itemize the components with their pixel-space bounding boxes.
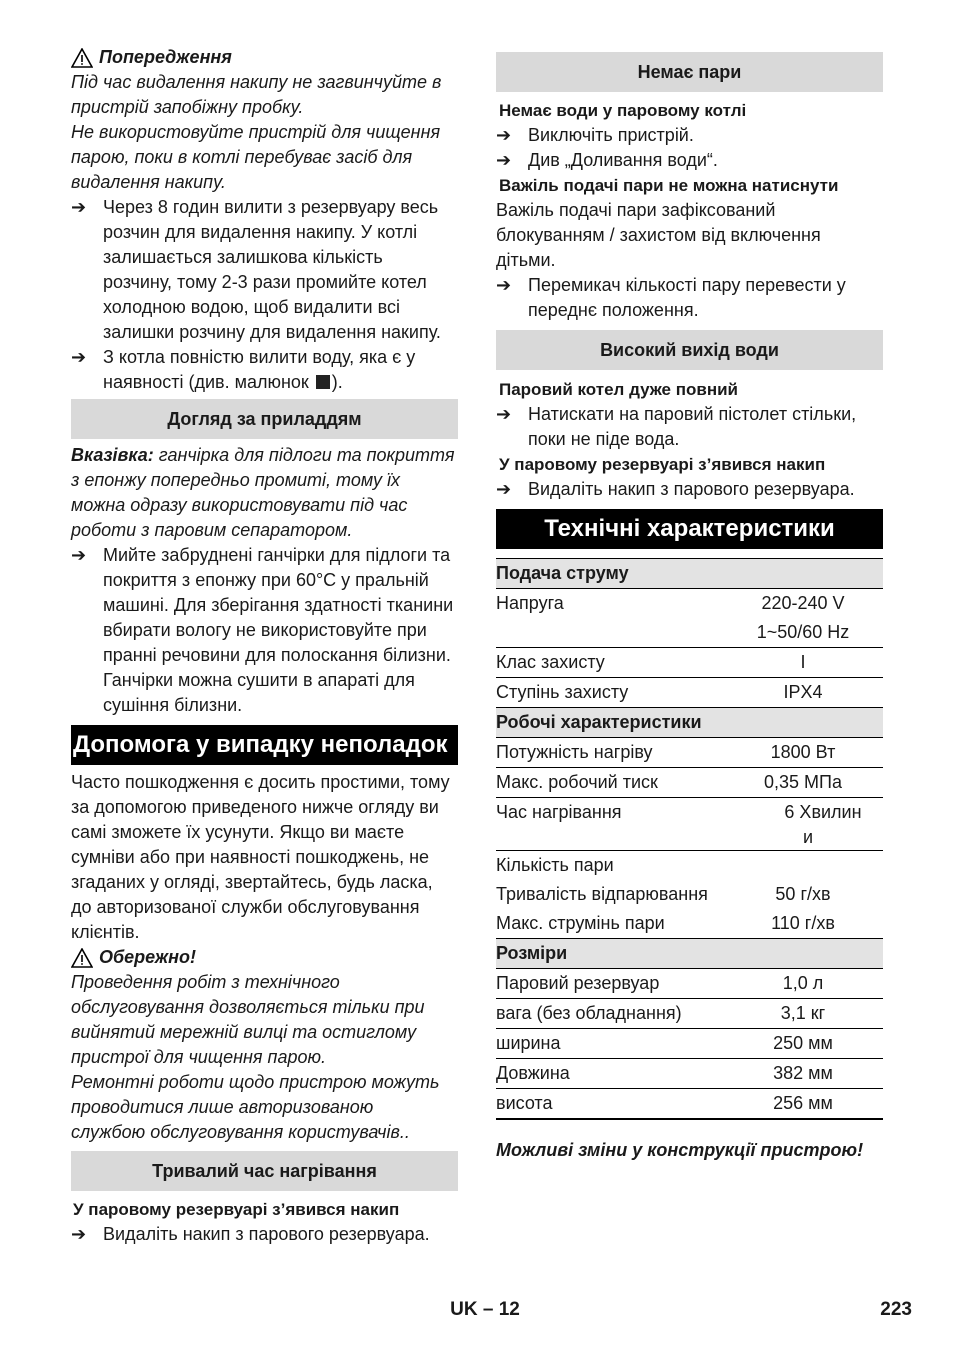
spec-section-label: Розміри (496, 939, 883, 969)
intro-line: сумніви або при наявності пошкоджень, не (71, 847, 430, 867)
right-arrow-icon: ➔ (496, 150, 512, 170)
cause-line: дітьми. (496, 250, 556, 270)
right-arrow-icon: ➔ (71, 545, 87, 565)
spec-value: 110 г/хв (771, 913, 835, 933)
step-item (496, 148, 883, 173)
step-item (71, 1222, 458, 1247)
right-arrow-icon: ➔ (71, 197, 87, 217)
spec-row (496, 1089, 883, 1120)
footer-section-label: UK – 12 (450, 1299, 520, 1320)
caution-line: обслуговування дозволяється тільки при (71, 997, 425, 1017)
spec-row (496, 618, 883, 648)
spec-section-row (496, 939, 883, 969)
section-heading-long-heating: Тривалий час нагрівання (71, 1151, 458, 1191)
intro-line: клієнтів. (71, 922, 140, 942)
step-line: Див „Доливання води“. (528, 150, 718, 170)
spec-value: 220-240 V (723, 589, 883, 619)
right-arrow-icon: ➔ (496, 275, 512, 295)
spec-value: I (723, 648, 883, 678)
page-number: 223 (880, 1299, 912, 1320)
spec-label: ширина (496, 1029, 723, 1059)
step-line: холодною водою, щоб видалити всі (103, 297, 400, 317)
step-line: Через 8 годин вилити з резервуару весь (103, 197, 439, 217)
note-line: з епонжу попередньо промиті, тому їх (71, 470, 400, 490)
spec-value: 0,35 МПа (723, 768, 883, 798)
spec-section-label: Робочі характеристики (496, 708, 883, 738)
step-line: Ганчірки можна сушити в апараті для (103, 670, 415, 690)
spec-label: Макс. робочий тиск (496, 768, 723, 798)
right-arrow-icon: ➔ (496, 404, 512, 424)
spec-value: 1~50/60 Hz (756, 622, 850, 642)
note-line: можна одразу використовувати під час (71, 495, 408, 515)
warning-line: видалення накипу. (71, 172, 226, 192)
warning-triangle-icon (71, 48, 93, 68)
spec-row (496, 678, 883, 708)
spec-label: Ступінь захисту (496, 678, 723, 708)
spec-label: вага (без обладнання) (496, 999, 723, 1029)
spec-label: Час нагрівання (496, 798, 723, 851)
spec-label: Потужність нагріву (496, 738, 723, 768)
problem-subheading: У паровому резервуарі з’явився накип (499, 455, 826, 474)
spec-row (496, 738, 883, 768)
step-item (496, 402, 883, 452)
spec-value: 1800 Вт (723, 738, 883, 768)
step-line: Видаліть накип з парового резервуара. (528, 479, 855, 499)
spec-label: висота (496, 1089, 723, 1120)
step-line: залишається залишкова кількість (103, 247, 383, 267)
step-line (103, 370, 458, 395)
right-arrow-icon: ➔ (496, 479, 512, 499)
problem-subheading: Немає води у паровому котлі (499, 101, 747, 120)
spec-label: Клас захисту (496, 648, 723, 678)
right-arrow-icon: ➔ (71, 347, 87, 367)
spec-row (496, 999, 883, 1029)
caution-line: пристрої для чищення парою. (71, 1047, 327, 1067)
spec-row (496, 969, 883, 999)
warning-triangle-icon (71, 948, 93, 968)
step-item (71, 543, 458, 718)
spec-value: 382 мм (723, 1059, 883, 1089)
step-text: ). (331, 372, 343, 392)
spec-section-row (496, 559, 883, 589)
warning-heading (71, 45, 458, 70)
intro-line: згаданих у огляді, звертайтесь, будь ласка, (71, 872, 433, 892)
caution-line: Ремонтні роботи щодо пристрою можуть (71, 1072, 440, 1092)
figure-reference-icon (316, 375, 330, 389)
spec-value: IPX4 (723, 678, 883, 708)
warning-line: Не використовуйте пристрій для чищення (71, 122, 441, 142)
spec-row (496, 648, 883, 678)
problem-subheading: Важіль подачі пари не можна натиснути (499, 176, 839, 195)
spec-label: Довжина (496, 1059, 723, 1089)
spec-value: 250 мм (723, 1029, 883, 1059)
warning-line: пристрій запобіжну пробку. (71, 97, 304, 117)
spec-value-line: 6 Хвилин (784, 802, 862, 822)
caution-title: Обережно! (99, 947, 197, 967)
note-text: ганчірка для підлоги та покриття (153, 445, 455, 465)
step-line: машині. Для зберігання здатності тканини (103, 595, 454, 615)
step-line: поки не піде вода. (528, 429, 680, 449)
step-line: покриття з епонжу при 60°C у пральній (103, 570, 429, 590)
caution-line: проводитися лише авторизованою (71, 1097, 374, 1117)
step-line: Перемикач кількості пару перевести у (528, 275, 846, 295)
step-item (496, 123, 883, 148)
step-line: сушіння білизни. (103, 695, 243, 715)
step-line: З котла повністю вилити воду, яка є у (103, 347, 416, 367)
spec-row (496, 1059, 883, 1089)
step-line: залишки розчину для видалення накипу. (103, 322, 441, 342)
spec-row (496, 768, 883, 798)
spec-row (496, 851, 883, 881)
caution-line: службою обслуговування користувачів.. (71, 1122, 410, 1142)
step-line: Натискати на паровий пістолет стільки, (528, 404, 857, 424)
spec-value: 1,0 л (723, 969, 883, 999)
step-line: пранні речовини для полоскання білизни. (103, 645, 451, 665)
spec-value: 50 г/хв (775, 884, 831, 904)
caution-line: вийнятий мережній вилці та остиглому (71, 1022, 417, 1042)
step-item (71, 345, 458, 395)
step-line: розчину, тому 2-3 рази промийте котел (103, 272, 427, 292)
note-line: роботи з паровим сепаратором. (71, 520, 353, 540)
step-item (496, 477, 883, 502)
spec-row (496, 880, 883, 909)
note-label: Вказівка: (71, 445, 154, 465)
spec-label: Кількість пари (496, 851, 723, 881)
right-arrow-icon: ➔ (496, 125, 512, 145)
spec-row (496, 1029, 883, 1059)
intro-line: до авторизованої служби обслуговування (71, 897, 420, 917)
spec-row (496, 589, 883, 619)
section-heading-troubleshooting: Допомога у випадку неполадок (71, 725, 458, 765)
step-text: наявності (див. малюнок (103, 372, 314, 392)
step-line: Виключіть пристрій. (528, 125, 694, 145)
intro-line: Часто пошкодження є досить простими, тому (71, 772, 450, 792)
spec-section-row (496, 708, 883, 738)
right-arrow-icon: ➔ (71, 1224, 87, 1244)
section-heading-no-steam: Немає пари (496, 52, 883, 92)
intro-line: за допомогою приведеного нижче огляду ви (71, 797, 439, 817)
problem-subheading: Паровий котел дуже повний (499, 380, 739, 399)
spec-value: 256 мм (723, 1089, 883, 1120)
spec-label: Паровий резервуар (496, 969, 723, 999)
warning-line: Під час видалення накипу не загвинчуйте в (71, 72, 442, 92)
warning-title: Попередження (99, 47, 232, 67)
caution-heading (71, 945, 458, 970)
spec-value (723, 798, 883, 851)
section-heading-high-water: Високий вихід води (496, 330, 883, 370)
step-line: вбирати вологу не використовуйте при (103, 620, 427, 640)
right-column (496, 52, 883, 1163)
note-line (71, 443, 458, 468)
section-heading-care: Догляд за приладдям (71, 399, 458, 439)
spec-value: 3,1 кг (723, 999, 883, 1029)
step-line: Мийте забруднені ганчірки для підлоги та (103, 545, 451, 565)
step-line: переднє положення. (528, 300, 699, 320)
caution-line: Проведення робіт з технічного (71, 972, 340, 992)
spec-table (496, 558, 883, 1120)
spec-section-label: Подача струму (496, 559, 883, 589)
intro-line: самі зможете їх усунути. Якщо ви маєте (71, 822, 405, 842)
cause-line: Важіль подачі пари зафіксований (496, 200, 776, 220)
footnote: Можливі зміни у конструкції пристрою! (496, 1140, 864, 1160)
step-item (496, 273, 883, 323)
cause-line: блокуванням / захистом від включення (496, 225, 821, 245)
spec-label: Тривалість відпарювання (496, 884, 708, 904)
warning-line: парою, поки в котлі перебуває засіб для (71, 147, 413, 167)
step-item (71, 195, 458, 345)
section-heading-technical-data: Технічні характеристики (496, 509, 883, 549)
spec-label: Напруга (496, 589, 723, 619)
spec-value-line: и (802, 827, 814, 847)
step-line: розчин для видалення накипу. У котлі (103, 222, 418, 242)
spec-label: Макс. струмінь пари (496, 913, 665, 933)
spec-row (496, 909, 883, 939)
problem-subheading: У паровому резервуарі з’явився накип (73, 1200, 400, 1219)
left-column (71, 45, 458, 1247)
step-line: Видаліть накип з парового резервуара. (103, 1224, 430, 1244)
spec-row (496, 798, 883, 851)
